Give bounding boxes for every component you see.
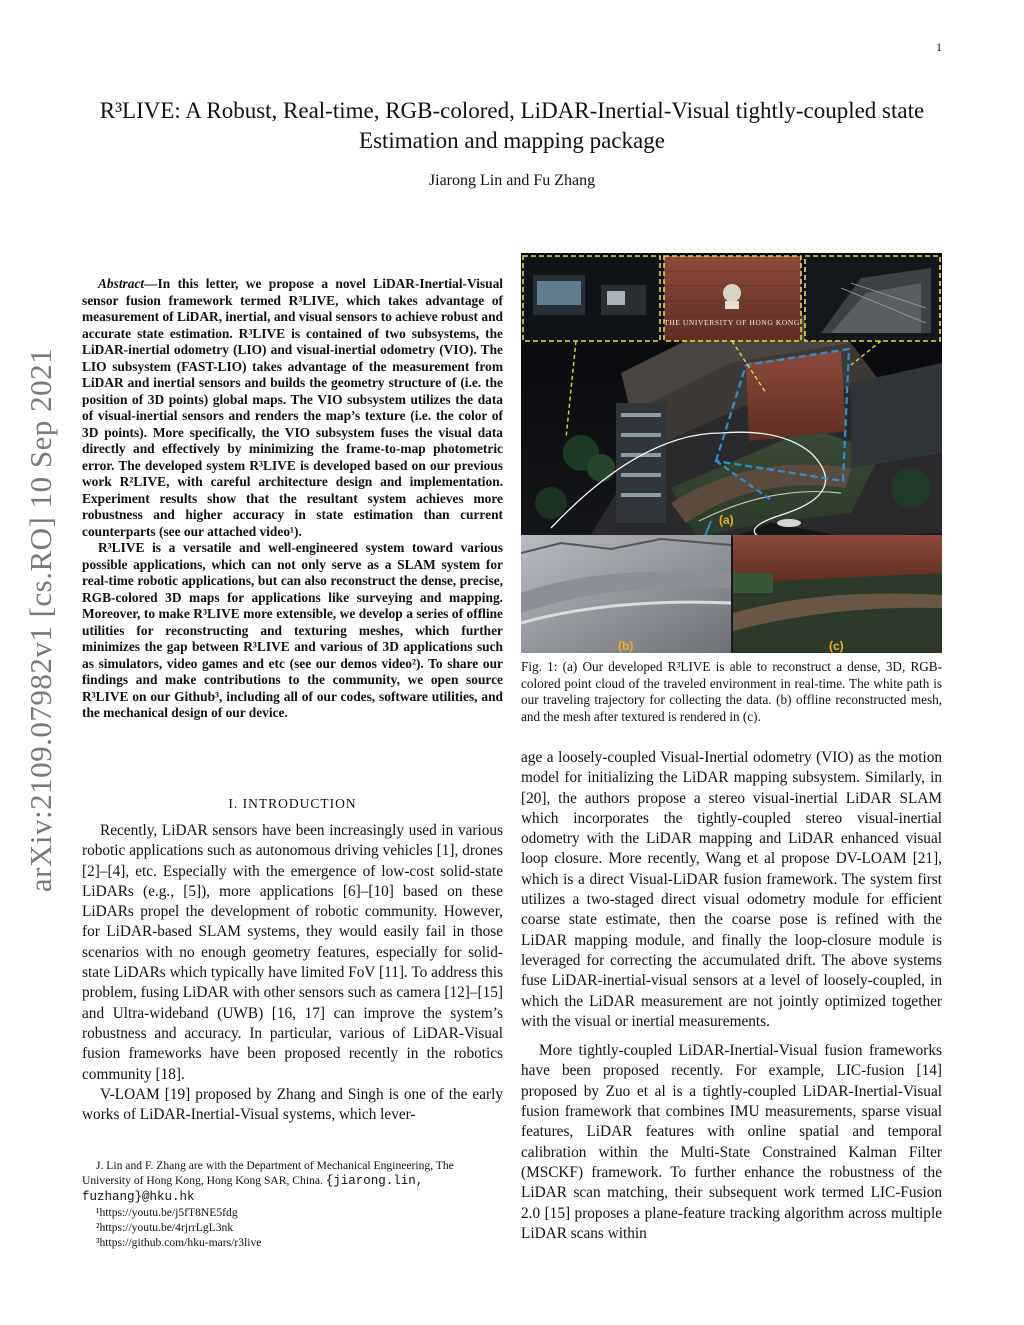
right-paragraph-2: More tightly-coupled LiDAR-Inertial-Visual fusion frameworks have been proposed recently. For example, LIC-fusion [14] proposed by Zuo et al is a tightly-coupled LiDAR-Inertial-Visual fusion framework that combines IMU measurements, sparse visual features, LiDAR features with online spatial and temporal calibration within the Multi-State Constrained Kalman Filter (MSCKF) framework. To further enhance the robustness of the LiDAR scan matching, their subsequent work termed LIC-Fusion 2.0 [15] proposes a plane-feature tracking algorithm across multiple LiDAR scans within: [521, 1042, 942, 1242]
right-column-text: [521, 748, 942, 1244]
figure-1: [521, 253, 942, 653]
figure-1-image: [521, 253, 942, 653]
figure-1-caption: Fig. 1: (a) Our developed R³LIVE is able to reconstruct a dense, 3D, RGB-colored point cloud of the traveled environment in real-time. The white path is our traveling trajectory for collecting the data. (b) offline reconstructed mesh, and the mesh after textured is rendered in (c).: [521, 659, 942, 724]
footnote-3[interactable]: ³https://github.com/hku-mars/r3live: [96, 1236, 262, 1249]
section-heading-introduction: I. INTRODUCTION: [228, 796, 357, 811]
affiliation-text: J. Lin and F. Zhang are with the Department of Mechanical Engineering, The University of Hong Kong, Hong Kong SAR, China.: [82, 1159, 454, 1187]
author-emails: {jiarong.lin, fuzhang}@hku.hk: [82, 1174, 424, 1204]
introduction-text: [82, 821, 503, 1125]
title-line-2: Estimation and mapping package: [359, 128, 665, 153]
abstract-label: Abstract: [98, 276, 145, 291]
abstract-paragraph-2: R³LIVE is a versatile and well-engineered system toward various possible applications, which can not only serve as a SLAM system for real-time robotic applications, but can also reconstruct the dense, precise, RGB-colored 3D maps for applications like surveying and mapping. Moreover, to make R³LIVE more extensible, we develop a series of offline utilities for reconstructing and texturing meshes, which further minimizes the gap between R³LIVE and various of 3D applications such as simulators, video games and etc (see our demos video²). To share our findings and make contributions to the community, we open source R³LIVE on our Github³, including all of our codes, software utilities, and the mechanical design of our device.: [82, 540, 503, 720]
intro-paragraph-1: Recently, LiDAR sensors have been increasingly used in various robotic applications such as autonomous driving vehicles [1], drones [2]–[4], etc. Especially with the emergence of low-cost solid-state LiDARs (e.g., [5]), more applications [6]–[10] based on these LiDARs propel the development of robotic community. However, for LiDAR-based SLAM systems, they would easily fail in those scenarios with no enough geometry features, especially for solid-state LiDARs which typically have limited FoV [11]. To address this problem, fusing LiDAR with other sensors such as camera [12]–[15] and Ultra-wideband (UWB) [16, 17] can improve the system’s robustness and accuracy. In particular, various of LiDAR-Visual fusion frameworks have been proposed recently in the robotics community [18].: [82, 822, 503, 1083]
footnote-2[interactable]: ²https://youtu.be/4rjrrLgL3nk: [96, 1221, 234, 1234]
arxiv-id: arXiv:2109.07982v1 [cs.RO] 10 Sep 2021: [23, 347, 58, 893]
footnote-1[interactable]: ¹https://youtu.be/j5fT8NE5fdg: [96, 1206, 238, 1219]
inset-banner-text: THE UNIVERSITY OF HONG KONG: [664, 318, 800, 327]
label-a: (a): [719, 513, 734, 527]
title-line-1: R³LIVE: A Robust, Real-time, RGB-colored, LiDAR-Inertial-Visual tightly-coupled state: [99, 98, 925, 123]
paper-title: [80, 96, 944, 156]
abstract-text-1: —In this letter, we propose a novel LiDAR-Inertial-Visual sensor fusion framework termed R³LIVE, which takes advantage of measurement of LiDAR, inertial, and visual sensors to achieve robust and accurate state estimation. R³LIVE is contained of two subsystems, the LiDAR-inertial odometry (LIO) and visual-inertial odometry (VIO). The LIO subsystem (FAST-LIO) takes advantage of the measurement from LiDAR and inertial sensors and builds the geometry structure of (i.e. the position of 3D points) global maps. The VIO subsystem utilizes the data of visual-inertial sensors and renders the map’s texture (i.e. the color of 3D points). More specifically, the VIO subsystem fuses the visual data directly and effectively by minimizing the frame-to-map photometric error. The developed system R³LIVE is developed based on our previous work R²LIVE, with careful architecture design and implementation. Experiment results show that the resultant system achieves more robustness and higher accuracy in state estimation than current counterparts (see our attached video¹).: [82, 276, 503, 539]
abstract: [82, 276, 503, 722]
abstract-paragraph-1: [82, 276, 503, 540]
right-paragraph-1: age a loosely-coupled Visual-Inertial odometry (VIO) as the motion model for initializing the LiDAR mapping subsystem. Similarly, in [20], the authors propose a stereo visual-inertial LiDAR SLAM which incorporates the tightly-coupled stereo visual-inertial odometry with the LiDAR mapping and LiDAR enhanced visual loop closure. More recently, Wang et al propose DV-LOAM [21], which is a direct Visual-LiDAR fusion framework. The system first utilizes a two-staged direct visual odometry module for efficient coarse state estimate, then the coarse pose is refined with the LiDAR mapping module, and finally the loop-closure module is leveraged for correcting the accumulated drift. The above systems fuse LiDAR-inertial-visual sensors at a level of loosely-coupled, in which the LiDAR measurement are not jointly optimized together with the visual or inertial measurements.: [521, 749, 942, 1030]
authors: Jiarong Lin and Fu Zhang: [428, 172, 596, 189]
arxiv-sidebar: [23, 347, 58, 893]
label-b: (b): [618, 639, 634, 653]
intro-paragraph-2: V-LOAM [19] proposed by Zhang and Singh is one of the early works of LiDAR-Inertial-Visual systems, which lever-: [82, 1085, 503, 1124]
page-number: 1: [936, 40, 942, 54]
footnotes: [82, 1158, 503, 1250]
footnote-affiliation: [82, 1158, 503, 1205]
label-c: (c): [829, 639, 844, 653]
